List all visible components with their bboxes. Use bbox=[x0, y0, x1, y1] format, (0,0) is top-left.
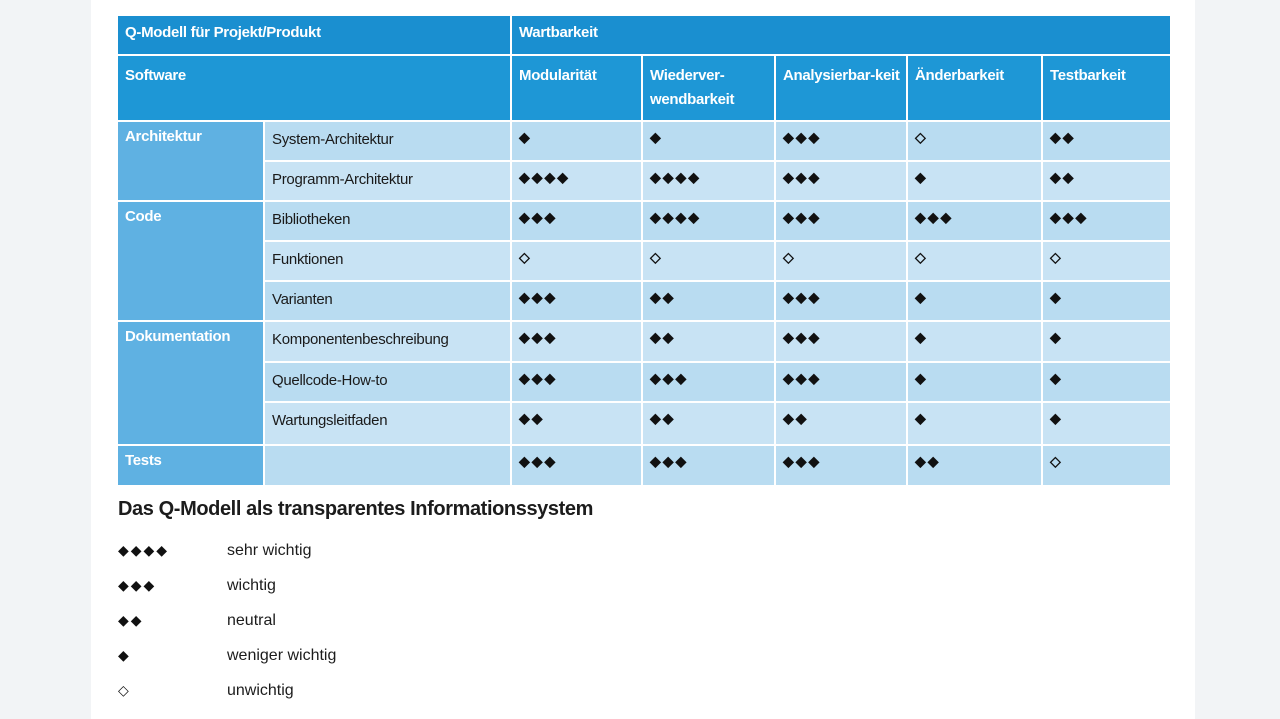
rating-cell: ◆◆◆◆ bbox=[642, 161, 775, 201]
rating-cell: ◇ bbox=[642, 241, 775, 281]
table-row bbox=[117, 121, 1171, 161]
legend-item bbox=[118, 638, 336, 673]
rating-cell: ◆ bbox=[907, 161, 1042, 201]
row-label-header-cell: Software bbox=[117, 55, 511, 121]
rating-cell: ◆◆◆ bbox=[775, 161, 907, 201]
table-row bbox=[117, 402, 1171, 445]
rating-cell: ◇ bbox=[511, 241, 642, 281]
table-row bbox=[117, 241, 1171, 281]
rating-cell: ◆ bbox=[907, 362, 1042, 402]
item-cell: Programm-Architektur bbox=[264, 161, 511, 201]
item-cell: Komponentenbeschreibung bbox=[264, 321, 511, 362]
item-cell: Wartungsleitfaden bbox=[264, 402, 511, 445]
rating-cell: ◆ bbox=[907, 281, 1042, 321]
rating-cell: ◆◆◆ bbox=[775, 121, 907, 161]
legend-label: weniger wichtig bbox=[227, 646, 337, 664]
item-cell: Funktionen bbox=[264, 241, 511, 281]
rating-cell: ◆◆ bbox=[642, 321, 775, 362]
legend-item bbox=[118, 673, 336, 708]
rating-cell: ◆ bbox=[1042, 362, 1171, 402]
rating-cell: ◆ bbox=[1042, 402, 1171, 445]
item-cell: Bibliotheken bbox=[264, 201, 511, 241]
category-cell: Dokumentation bbox=[117, 321, 264, 445]
rating-cell: ◆◆ bbox=[1042, 161, 1171, 201]
column-header-changeability: Änderbarkeit bbox=[907, 55, 1042, 121]
category-cell: Tests bbox=[117, 445, 264, 486]
table-row bbox=[117, 321, 1171, 362]
rating-cell: ◆◆ bbox=[1042, 121, 1171, 161]
legend-label: unwichtig bbox=[227, 681, 294, 699]
rating-cell: ◆◆ bbox=[907, 445, 1042, 486]
item-cell: System-Architektur bbox=[264, 121, 511, 161]
rating-cell: ◆◆◆ bbox=[775, 201, 907, 241]
rating-cell: ◆◆◆ bbox=[511, 362, 642, 402]
rating-cell: ◇ bbox=[907, 241, 1042, 281]
rating-cell: ◆ bbox=[907, 321, 1042, 362]
rating-cell: ◆◆◆ bbox=[775, 362, 907, 402]
rating-cell: ◆ bbox=[1042, 321, 1171, 362]
item-cell bbox=[264, 445, 511, 486]
rating-cell: ◆◆◆ bbox=[511, 281, 642, 321]
rating-cell: ◆◆◆ bbox=[775, 281, 907, 321]
table-row bbox=[117, 201, 1171, 241]
rating-cell: ◆ bbox=[1042, 281, 1171, 321]
rating-cell: ◆◆◆ bbox=[642, 445, 775, 486]
rating-cell: ◆◆◆ bbox=[511, 445, 642, 486]
legend-label: wichtig bbox=[227, 576, 276, 594]
category-cell: Architektur bbox=[117, 121, 264, 201]
table-row bbox=[117, 161, 1171, 201]
legend-label: sehr wichtig bbox=[227, 541, 312, 559]
rating-cell: ◆ bbox=[642, 121, 775, 161]
table-row bbox=[117, 362, 1171, 402]
rating-cell: ◆◆ bbox=[511, 402, 642, 445]
rating-cell: ◆◆ bbox=[775, 402, 907, 445]
document-page bbox=[91, 0, 1195, 719]
rating-cell: ◆◆◆◆ bbox=[642, 201, 775, 241]
rating-cell: ◆◆◆ bbox=[511, 201, 642, 241]
table-header-row bbox=[117, 15, 1171, 55]
legend-symbol: ◆◆◆ bbox=[118, 577, 157, 593]
rating-cell: ◆◆◆ bbox=[642, 362, 775, 402]
rating-cell: ◆ bbox=[511, 121, 642, 161]
legend bbox=[118, 533, 336, 708]
legend-symbol: ◇ bbox=[118, 682, 131, 698]
figure-caption: Das Q-Modell als transparentes Informationssystem bbox=[118, 498, 593, 520]
table-row bbox=[117, 281, 1171, 321]
column-header-reusability: Wiederver-wendbarkeit bbox=[642, 55, 775, 121]
item-cell: Varianten bbox=[264, 281, 511, 321]
rating-cell: ◇ bbox=[1042, 445, 1171, 486]
rating-cell: ◇ bbox=[907, 121, 1042, 161]
legend-symbol: ◆ bbox=[118, 647, 131, 663]
column-header-analyzability: Analysierbar-keit bbox=[775, 55, 907, 121]
legend-item bbox=[118, 533, 336, 568]
column-header-testability: Testbarkeit bbox=[1042, 55, 1171, 121]
legend-item bbox=[118, 603, 336, 638]
rating-cell: ◆ bbox=[907, 402, 1042, 445]
rating-cell: ◆◆ bbox=[642, 281, 775, 321]
column-header-modularity: Modularität bbox=[511, 55, 642, 121]
model-header-cell: Q-Modell für Projekt/Produkt bbox=[117, 15, 511, 55]
rating-cell: ◆◆◆ bbox=[907, 201, 1042, 241]
item-cell: Quellcode-How-to bbox=[264, 362, 511, 402]
legend-symbol: ◆◆◆◆ bbox=[118, 542, 170, 558]
rating-cell: ◆◆◆ bbox=[511, 321, 642, 362]
category-cell: Code bbox=[117, 201, 264, 321]
legend-symbol: ◆◆ bbox=[118, 612, 144, 628]
rating-cell: ◇ bbox=[775, 241, 907, 281]
table-row bbox=[117, 445, 1171, 486]
legend-item bbox=[118, 568, 336, 603]
group-header-cell: Wartbarkeit bbox=[511, 15, 1171, 55]
quality-model-table bbox=[116, 14, 1172, 487]
rating-cell: ◆◆ bbox=[642, 402, 775, 445]
rating-cell: ◆◆◆ bbox=[775, 445, 907, 486]
rating-cell: ◆◆◆ bbox=[775, 321, 907, 362]
rating-cell: ◆◆◆ bbox=[1042, 201, 1171, 241]
column-header-row bbox=[117, 55, 1171, 121]
legend-label: neutral bbox=[227, 611, 276, 629]
rating-cell: ◆◆◆◆ bbox=[511, 161, 642, 201]
rating-cell: ◇ bbox=[1042, 241, 1171, 281]
